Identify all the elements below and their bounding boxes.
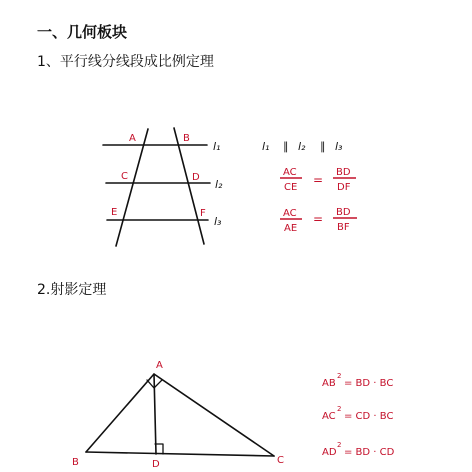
- point-b: B: [183, 133, 190, 144]
- svg-text:= BD · BC: = BD · BC: [344, 378, 394, 389]
- point-b-triangle: B: [72, 457, 79, 468]
- svg-text:= BD · CD: = BD · CD: [344, 447, 395, 458]
- svg-text:AC: AC: [283, 167, 297, 178]
- svg-text:CE: CE: [284, 182, 298, 193]
- parallel-symbol-1: ∥: [283, 140, 289, 153]
- right-triangle-figure: [86, 374, 274, 456]
- parallel-note-l3: l₃: [335, 140, 343, 153]
- point-a: A: [129, 133, 136, 144]
- svg-text:= CD · BC: = CD · BC: [344, 411, 394, 422]
- side-bc: [86, 452, 274, 456]
- svg-text:=: =: [313, 212, 324, 226]
- formula-ad: [322, 441, 395, 458]
- parallel-symbol-2: ∥: [320, 140, 326, 153]
- svg-text:BD: BD: [336, 167, 351, 178]
- svg-text:=: =: [313, 173, 324, 187]
- formula-ab: [322, 372, 393, 389]
- heading-parallel-theorem: 1、平行线分线段成比例定理: [37, 54, 214, 70]
- point-d: D: [192, 172, 200, 183]
- transversal-left: [116, 129, 148, 246]
- label-l1: l₁: [213, 140, 221, 153]
- point-a-triangle: A: [156, 360, 163, 371]
- svg-text:AC: AC: [283, 208, 297, 219]
- section-title: 一、几何板块: [37, 23, 128, 41]
- svg-text:2: 2: [337, 405, 342, 413]
- label-l2: l₂: [215, 178, 223, 191]
- parallel-lines-figure: [103, 128, 210, 246]
- svg-text:AC: AC: [322, 411, 336, 422]
- point-d-triangle: D: [152, 459, 160, 470]
- formula-ac: [322, 405, 393, 422]
- svg-text:BD: BD: [336, 207, 351, 218]
- svg-text:AE: AE: [284, 223, 298, 234]
- ratio-ac-ae-bd-bf: [280, 207, 357, 234]
- point-e: E: [111, 207, 118, 218]
- svg-text:BF: BF: [337, 222, 350, 233]
- point-f: F: [200, 208, 206, 219]
- svg-text:2: 2: [337, 441, 342, 449]
- heading-projection-theorem: 2.射影定理: [37, 282, 107, 298]
- ratio-ac-ce-bd-df: [280, 167, 356, 193]
- parallel-note-l1: l₁: [262, 140, 270, 153]
- svg-text:DF: DF: [337, 182, 351, 193]
- label-l3: l₃: [214, 215, 222, 228]
- svg-text:AD: AD: [322, 447, 337, 458]
- parallel-note-l2: l₂: [298, 140, 306, 153]
- triangle-outline: [86, 374, 274, 456]
- svg-text:2: 2: [337, 372, 342, 380]
- point-c-triangle: C: [277, 455, 284, 466]
- svg-text:AB: AB: [322, 378, 336, 389]
- point-c: C: [121, 171, 128, 182]
